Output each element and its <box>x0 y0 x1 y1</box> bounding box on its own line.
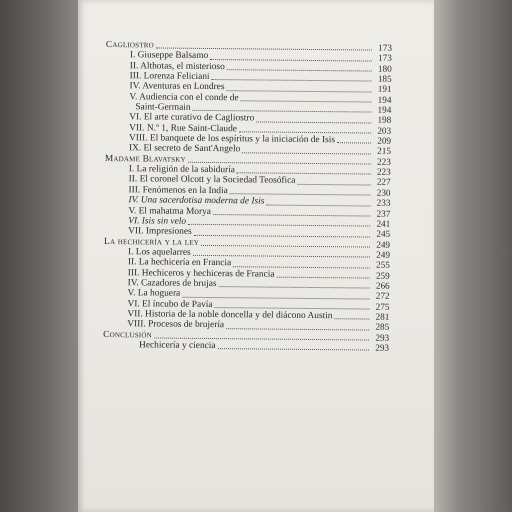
dot-leader <box>213 214 370 217</box>
toc-entry-title: VII. Impresiones <box>128 226 192 238</box>
toc-page-number: 272 <box>375 290 390 301</box>
dot-leader <box>201 245 370 248</box>
toc-entry-title: IV. Una sacerdotisa moderna de Isis <box>128 195 265 207</box>
toc-entry-title: VI. El íncubo de Pavía <box>127 298 213 310</box>
toc-entry-title: V. El mahatma Morya <box>128 205 212 217</box>
dot-leader <box>218 286 369 288</box>
toc-page-number: 209 <box>377 135 392 146</box>
toc-entry-title: V. Audiencia con el conde de <box>129 91 239 103</box>
dot-leader <box>226 90 371 92</box>
toc-page-number: 173 <box>378 52 392 64</box>
toc-entry-title: Madame Blavatsky <box>104 153 186 165</box>
toc-entry-title: IV. Cazadores de brujas <box>127 278 217 289</box>
dot-leader <box>297 184 370 186</box>
toc-entry-title: Cagliostro <box>105 40 154 51</box>
toc-page-number: 194 <box>377 104 392 115</box>
toc-page-number: 259 <box>375 270 390 281</box>
dot-leader <box>218 348 369 350</box>
toc-page-number: 281 <box>375 311 390 322</box>
toc-page-number: 237 <box>376 208 391 219</box>
book-page <box>78 0 434 512</box>
dot-leader <box>241 100 372 102</box>
toc-entry-title: VI. El arte curativo de Cagliostro <box>129 112 255 124</box>
toc-entry-title: IX. El secreto de Sant'Angelo <box>128 143 241 155</box>
dot-leader <box>230 193 371 195</box>
toc-entry-title: Hechicería y ciencia <box>139 340 216 352</box>
dot-leader <box>277 277 370 279</box>
dot-leader <box>242 152 371 154</box>
dot-leader <box>233 266 370 268</box>
toc-page-number: 249 <box>376 239 391 250</box>
toc-page-number: 230 <box>376 187 391 198</box>
toc-page-number: 194 <box>377 94 392 105</box>
dot-leader <box>256 121 371 123</box>
dot-leader <box>212 79 372 82</box>
left-page-shadow <box>0 0 84 512</box>
toc-entry-title: I. La religión de la sabiduría <box>128 164 236 176</box>
toc-entry-title: III. Fenómenos en la India <box>128 185 228 196</box>
dot-leader <box>337 143 371 144</box>
table-of-contents <box>103 40 392 353</box>
toc-entry-title: II. El coronel Olcott y la Sociedad Teosófica <box>128 174 296 187</box>
toc-entry-title: VII. Historia de la noble doncella y del diácono Austin <box>127 309 333 322</box>
dot-leader <box>334 318 369 319</box>
toc-page-number: 233 <box>376 197 391 208</box>
toc-entry-title: La hechicería y la ley <box>104 236 200 248</box>
right-page-edge <box>430 0 512 512</box>
toc-page-number: 245 <box>376 228 391 239</box>
toc-page-number: 293 <box>375 332 390 343</box>
toc-page-number: 185 <box>377 73 392 84</box>
dot-leader <box>227 69 372 71</box>
toc-page-number: 191 <box>377 83 392 95</box>
toc-page-number: 180 <box>377 63 392 74</box>
toc-entry-title: VII. N.º 1, Rue Saint-Claude <box>129 122 238 135</box>
toc-entry-title: II. Althotas, el misterioso <box>129 60 225 72</box>
toc-page-number: 241 <box>376 218 391 229</box>
toc-entry-title: I. Los aquelarres <box>127 247 191 258</box>
toc-page-number: 173 <box>378 42 392 53</box>
dot-leader <box>215 307 370 309</box>
toc-entry-title: Saint-Germain <box>135 102 191 113</box>
toc-page-number: 223 <box>376 166 391 177</box>
toc-page-number: 285 <box>375 321 390 333</box>
toc-entry-title: V. La hoguera <box>127 288 181 299</box>
toc-entry-title: III. Hechiceros y hechiceras de Francia <box>127 267 275 280</box>
toc-entry-title: Conclusión <box>103 329 152 341</box>
toc-page-number: 266 <box>375 280 390 291</box>
dot-leader <box>210 59 372 62</box>
toc-entry-title: IV. Aventuras en Londres <box>129 81 225 93</box>
toc-page-number: 215 <box>377 146 391 157</box>
toc-entry-title: I. Giuseppe Balsamo <box>129 50 209 62</box>
toc-entry-title: VIII. El banquete de los espíritus y la iniciación de Isis <box>129 133 336 146</box>
toc-page-number: 275 <box>375 301 390 312</box>
dot-leader <box>239 131 371 133</box>
toc-entry-title: III. Lorenza Feliciani <box>129 71 210 83</box>
toc-page-number: 227 <box>376 177 391 188</box>
dot-leader <box>226 328 369 330</box>
toc-page-number: 223 <box>377 156 391 167</box>
toc-entry-row <box>103 340 389 353</box>
toc-page-number: 198 <box>377 115 392 126</box>
dot-leader <box>266 204 370 206</box>
toc-entry-title: VI. Isis sin velo <box>128 216 187 227</box>
toc-entry-title: II. La hechicería en Francia <box>127 257 232 269</box>
toc-page-number: 249 <box>376 249 391 260</box>
toc-entry-title: VIII. Procesos de brujería <box>127 319 225 331</box>
toc-page-number: 203 <box>377 125 392 136</box>
toc-page-number: 293 <box>375 342 390 353</box>
toc-page-number: 255 <box>376 259 390 270</box>
